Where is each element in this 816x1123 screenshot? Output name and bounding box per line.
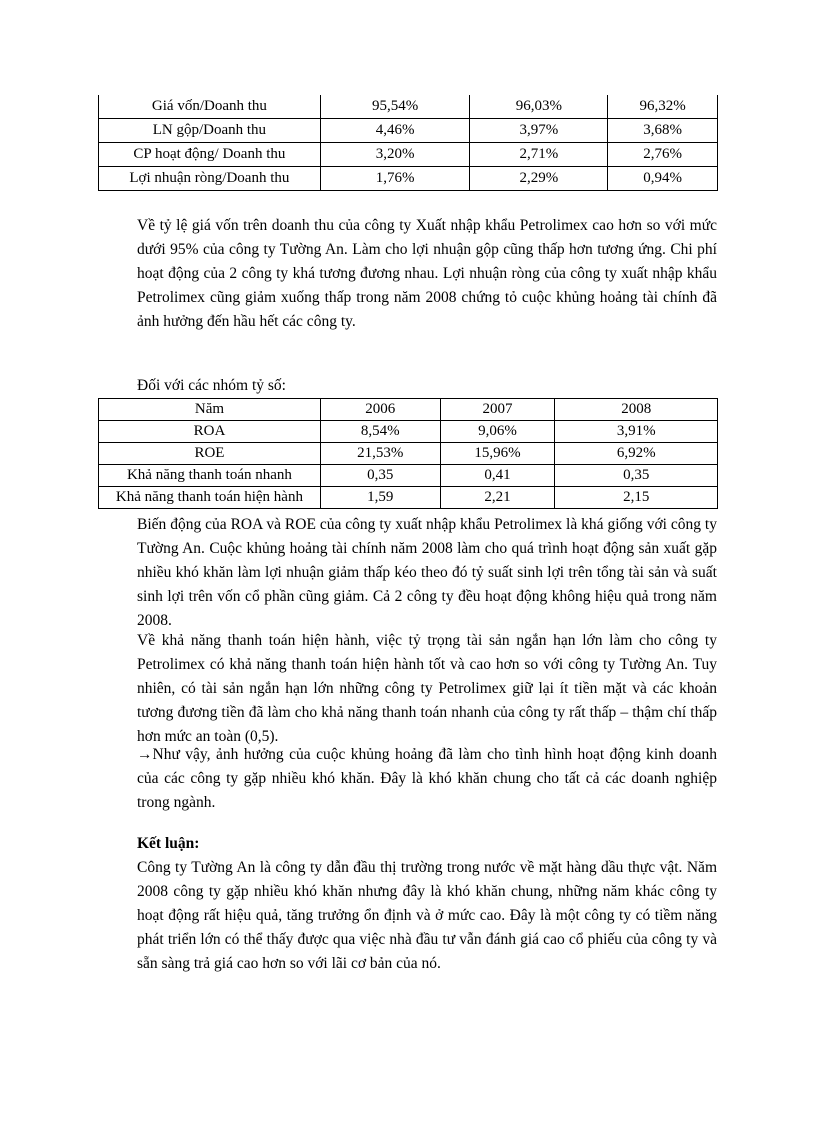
table-row [99,143,718,167]
table-header-row [99,399,718,421]
table-cell: 0,35 [555,465,718,487]
header-cell: 2008 [555,399,718,421]
table-cell: 96,03% [470,95,608,119]
paragraph-text: Về khả năng thanh toán hiện hành, việc tỷ trọng tài sản ngắn hạn lớn làm cho công ty Petrolimex có khả năng thanh toán hiện hành tốt và cao hơn so với công ty Tường An. Tuy nhiên, có tài sản ngắn hạn lớn những công ty Petrolimex giữ lại ít tiền mặt và các khoản tương đương tiền đã làm cho khả năng thanh toán nhanh của công ty rất thấp – thậm chí thấp hơn mức an toàn (0,5). [137,632,717,745]
table-cell: 15,96% [440,443,555,465]
table-cell: ROE [99,443,321,465]
table-row [99,421,718,443]
paragraph-summary [137,743,717,815]
table-row [99,443,718,465]
table-cell: 9,06% [440,421,555,443]
table-cell: 2,15 [555,487,718,509]
table-cell: 4,46% [320,119,470,143]
paragraph-cost-analysis [137,214,717,334]
table-row [99,167,718,191]
table-cell: 96,32% [608,95,718,119]
table-cell: 3,20% [320,143,470,167]
financial-ratio-table [98,398,718,509]
table-cell: 21,53% [320,443,440,465]
table-cell: 1,59 [320,487,440,509]
table-row [99,119,718,143]
paragraph-liquidity [137,629,717,749]
paragraph-roa-roe [137,513,717,633]
ratio-group-intro: Đối với các nhóm tỷ số: [137,377,286,394]
table-row [99,95,718,119]
paragraph-text: Về tỷ lệ giá vốn trên doanh thu của công ty Xuất nhập khẩu Petrolimex cao hơn so với mức dưới 95% của công ty Tường An. Làm cho lợi nhuận gộp cũng thấp hơn tương ứng. Chi phí hoạt động của 2 công ty khá tương đương nhau. Lợi nhuận ròng của công ty xuất nhập khẩu Petrolimex cũng giảm xuống thấp trong năm 2008 chứng tỏ cuộc khủng hoảng tài chính đã ảnh hưởng đến hầu hết các công ty. [137,217,717,330]
table-cell: 95,54% [320,95,470,119]
table-cell: 8,54% [320,421,440,443]
table-cell: 2,71% [470,143,608,167]
table-cell: 6,92% [555,443,718,465]
table-cell: Khả năng thanh toán nhanh [99,465,321,487]
table-cell: Lợi nhuận ròng/Doanh thu [99,167,321,191]
table-cell: 0,41 [440,465,555,487]
margin-ratio-table [98,95,718,191]
table-cell: 3,97% [470,119,608,143]
table-cell: 3,91% [555,421,718,443]
header-cell: Năm [99,399,321,421]
header-cell: 2007 [440,399,555,421]
table-cell: 0,94% [608,167,718,191]
paragraph-text: Biến động của ROA và ROE của công ty xuất nhập khẩu Petrolimex là khá giống với công ty Tường An. Cuộc khủng hoảng tài chính năm 2008 làm cho quá trình hoạt động sản xuất gặp nhiều khó khăn làm lợi nhuận giảm thấp kéo theo đó tỷ suất sinh lợi trên tổng tài sản và suất sinh lợi trên vốn cổ phần cũng giảm. Cả 2 công ty đều hoạt động không hiệu quả trong năm 2008. [137,516,717,629]
conclusion-heading: Kết luận: [137,835,200,852]
paragraph-text: Công ty Tường An là công ty dẫn đầu thị trường trong nước về mặt hàng dầu thực vật. Năm 2008 công ty gặp nhiều khó khăn nhưng đây là khó khăn chung, những năm khác công ty hoạt động rất hiệu quả, tăng trưởng ổn định và ở mức cao. Đây là một công ty có tiềm năng phát triển lớn có thể thấy được qua việc nhà đầu tư vẫn đánh giá cao cổ phiếu của công ty và sẵn sàng trả giá cao hơn so với lãi cơ bản của nó. [137,859,717,972]
table-cell: ROA [99,421,321,443]
table-cell: 2,76% [608,143,718,167]
table-cell: LN gộp/Doanh thu [99,119,321,143]
table-cell: Khả năng thanh toán hiện hành [99,487,321,509]
table-row [99,465,718,487]
table-cell: Giá vốn/Doanh thu [99,95,321,119]
table-cell: 3,68% [608,119,718,143]
table-cell: 1,76% [320,167,470,191]
header-cell: 2006 [320,399,440,421]
paragraph-text: →Như vậy, ảnh hưởng của cuộc khủng hoảng đã làm cho tình hình hoạt động kinh doanh của các công ty gặp nhiều khó khăn. Đây là khó khăn chung cho tất cả các doanh nghiệp trong ngành. [137,746,717,811]
table-cell: 2,29% [470,167,608,191]
table-cell: 2,21 [440,487,555,509]
paragraph-conclusion [137,856,717,976]
table-row [99,487,718,509]
table-cell: CP hoạt động/ Doanh thu [99,143,321,167]
table-cell: 0,35 [320,465,440,487]
